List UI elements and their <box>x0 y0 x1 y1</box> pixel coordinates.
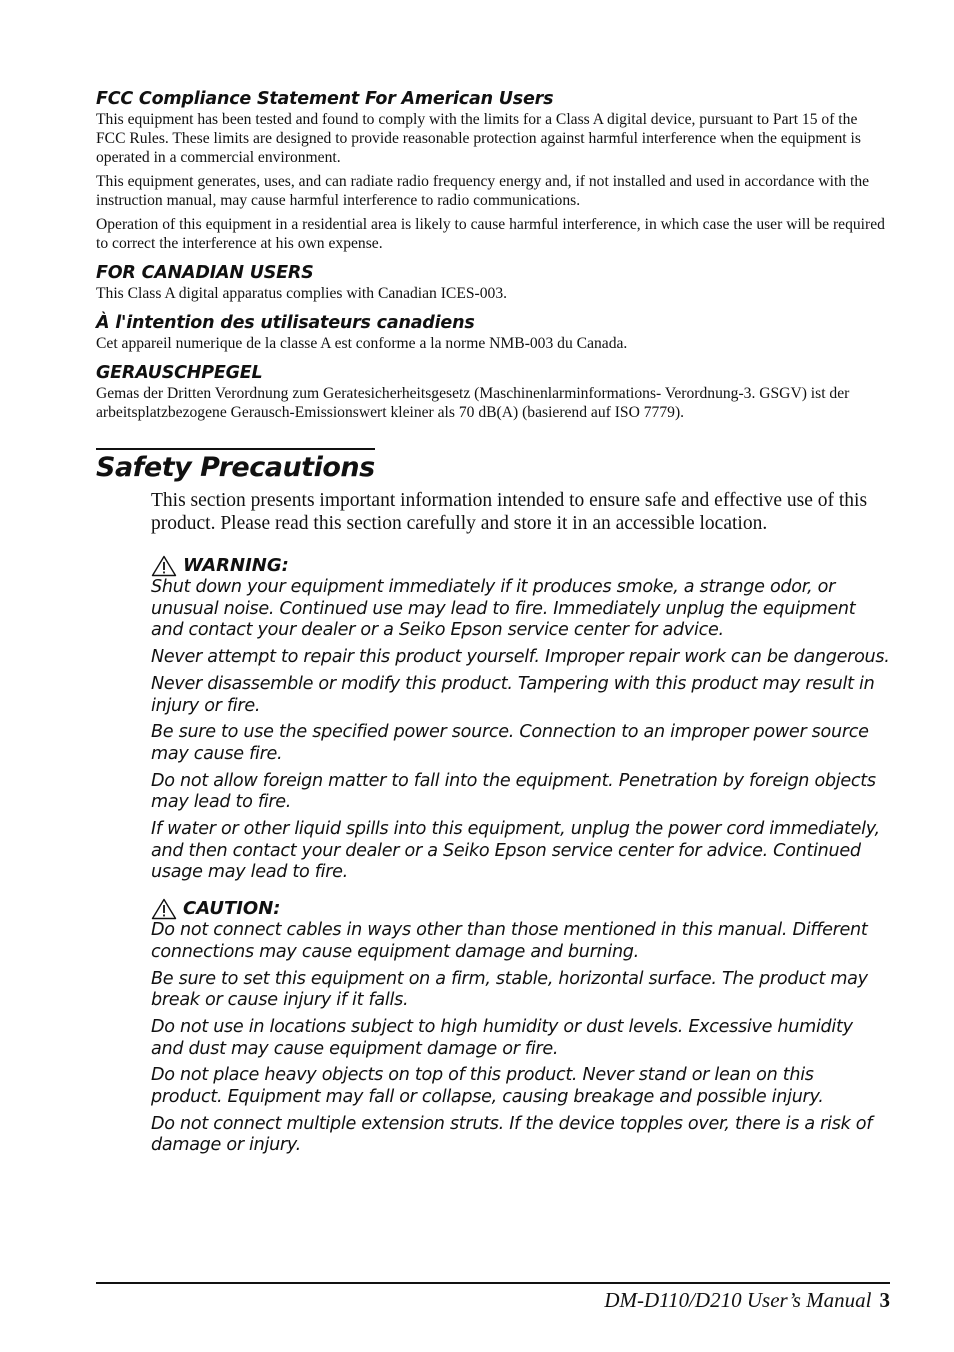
paragraph: This equipment generates, uses, and can radiate radio frequency energy and, if not installed and used in accordance with the instruction manual, may cause harmful interference to radio communications. <box>96 173 870 209</box>
safety-body <box>151 490 890 1157</box>
noise-level-section <box>96 362 890 422</box>
warning-triangle-icon <box>151 555 177 577</box>
page-number: 3 <box>879 1288 890 1312</box>
french-canadian-section <box>96 312 890 353</box>
page-content <box>96 88 890 1171</box>
paragraph: Operation of this equipment in a residential area is likely to cause harmful interference, in which case the user will be required to correct the interference at his own expense. <box>96 216 885 252</box>
warning-item: Be sure to use the specified power source. Connection to an improper power source may cause fire. <box>151 722 869 764</box>
paragraph: This equipment has been tested and found to comply with the limits for a Class A digital device, pursuant to Part 15 of the FCC Rules. These limits are designed to provide reasonable protection against harmful interference when the equipment is operated in a commercial environment. <box>96 111 861 166</box>
section-heading: GERAUSCHPEGEL <box>96 363 263 383</box>
warning-triangle-icon <box>151 898 177 920</box>
safety-precautions-title: Safety Precautions <box>96 448 375 485</box>
caution-item: Do not use in locations subject to high humidity or dust levels. Excessive humidity and dust may cause equipment damage or fire. <box>151 1016 853 1059</box>
section-heading: FOR CANADIAN USERS <box>96 263 314 283</box>
paragraph: This Class A digital apparatus complies with Canadian ICES-003. <box>96 285 508 302</box>
warning-item: Shut down your equipment immediately if it produces smoke, a strange odor, or unusual noise. Continued use may lead to fire. Immediately unplug the equipment and contact your dealer or a Seiko Epson service center for advice. <box>151 577 856 641</box>
caution-heading <box>151 898 890 920</box>
warning-item: Never attempt to repair this product yourself. Improper repair work can be dangerous. <box>151 647 890 668</box>
warning-block <box>151 555 890 884</box>
section-heading: À l'intention des utilisateurs canadiens <box>96 313 475 333</box>
warning-item: Do not allow foreign matter to fall into the equipment. Penetration by foreign objects may lead to fire. <box>151 770 876 813</box>
paragraph: Cet appareil numerique de la classe A est conforme a la norme NMB-003 du Canada. <box>96 335 628 352</box>
caution-item: Do not place heavy objects on top of this product. Never stand or lean on this product. Equipment may fall or collapse, causing breakage and possible injury. <box>151 1065 824 1108</box>
caution-item: Do not connect multiple extension struts. If the device topples over, there is a risk of damage or injury. <box>151 1113 873 1156</box>
caution-label: CAUTION: <box>183 898 281 920</box>
caution-item: Do not connect cables in ways other than those mentioned in this manual. Different connections may cause equipment damage and burning. <box>151 920 868 962</box>
safety-intro: This section presents important information intended to ensure safe and effective use of this product. Please read this section carefully and store it in an accessible location. <box>151 490 868 534</box>
caution-item: Be sure to set this equipment on a firm, stable, horizontal surface. The product may break or cause injury if it falls. <box>151 968 868 1011</box>
warning-item: Never disassemble or modify this product. Tampering with this product may result in injury or fire. <box>151 673 875 716</box>
paragraph: Gemas der Dritten Verordnung zum Geratesicherheitsgesetz (Maschinenlarminformations- Verordnung-3. GSGV) ist der arbeitsplatzbezogene Gerausch-Emissionswert kleiner als 70 dB(A) (basierend auf ISO 7779). <box>96 385 850 421</box>
fcc-section <box>96 88 890 253</box>
page-footer <box>96 1282 890 1313</box>
canadian-section <box>96 262 890 303</box>
caution-block <box>151 898 890 1157</box>
warning-label: WARNING: <box>183 555 289 576</box>
warning-item: If water or other liquid spills into this equipment, unplug the power cord immediately, and then contact your dealer or a Seiko Epson service center for advice. Continued usage may lead to fire. <box>151 819 880 883</box>
warning-heading <box>151 555 890 577</box>
manual-title: DM-D110/D210 User’s Manual <box>604 1288 872 1312</box>
footer-text <box>96 1288 890 1313</box>
section-heading: FCC Compliance Statement For American Users <box>96 89 554 109</box>
